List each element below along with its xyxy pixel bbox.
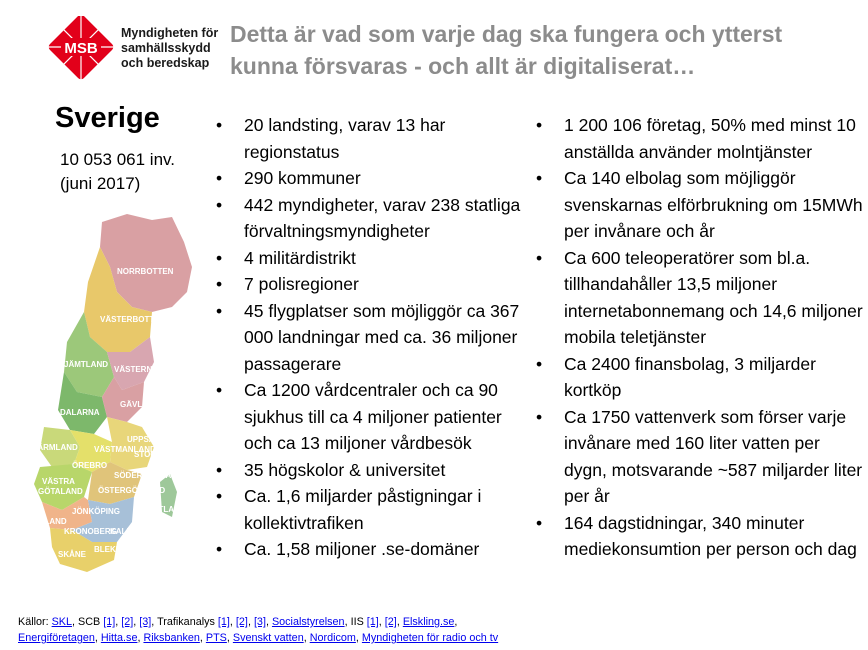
map-label: SKÅNE xyxy=(58,550,87,559)
map-label: BLEKINGE xyxy=(94,545,136,554)
source-link-hitta[interactable]: Hitta.se xyxy=(100,632,138,644)
country-name: Sverige xyxy=(55,102,160,134)
source-link-radio-tv[interactable]: Myndigheten för radio och tv xyxy=(361,632,499,644)
source-link-energiforetagen[interactable]: Energiföretagen xyxy=(18,632,95,644)
map-label: KRONOBERG xyxy=(64,527,117,536)
list-item: • 164 dagstidningar, 340 minuter mediekonsumtion per person och dag xyxy=(536,510,866,563)
list-item: • Ca. 1,6 miljarder påstigningar i kollektivtrafiken xyxy=(216,483,534,536)
source-link-iis-2[interactable]: [2] xyxy=(384,616,397,628)
list-item: • Ca. 1,58 miljoner .se-domäner xyxy=(216,536,534,563)
map-label: GÖTALAND xyxy=(38,487,83,496)
list-item: • 1 200 106 företag, 50% med minst 10 anställda använder molntjänster xyxy=(536,112,866,165)
list-item: • 7 polisregioner xyxy=(216,271,534,298)
list-item: • Ca 2400 finansbolag, 3 miljarder kortköp xyxy=(536,351,866,404)
msb-logo-name xyxy=(121,26,218,71)
map-label: GÄVLEBORG xyxy=(120,400,172,409)
source-link-trafikanalys-3[interactable]: [3] xyxy=(253,616,266,628)
source-link-trafikanalys-1[interactable]: [1] xyxy=(217,616,230,628)
map-label: NORRBOTTEN xyxy=(117,267,174,276)
population-count: 10 053 061 inv. xyxy=(60,150,175,169)
source-link-riksbanken[interactable]: Riksbanken xyxy=(143,632,200,644)
map-label: ÖREBRO xyxy=(72,461,108,470)
source-link-svenskt-vatten[interactable]: Svenskt vatten xyxy=(232,632,304,644)
list-item: • 290 kommuner xyxy=(216,165,534,192)
msb-logo xyxy=(46,16,219,80)
msb-logo-mark xyxy=(46,16,116,80)
list-item: • Ca 1200 vårdcentraler och ca 90 sjukhus till ca 4 miljoner patienter och ca 13 miljoner vårdbesök xyxy=(216,377,534,457)
sources-label: Källor: xyxy=(18,616,52,628)
source-link-scb-2[interactable]: [2] xyxy=(121,616,134,628)
map-label: VÄSTMANLAND xyxy=(94,445,156,454)
population-date: (juni 2017) xyxy=(60,174,141,193)
title-line-2: kunna försvaras - och allt är digitaliserat… xyxy=(230,53,696,79)
map-label: VÄSTERNORRLAND xyxy=(114,365,193,374)
source-link-nordicom[interactable]: Nordicom xyxy=(309,632,356,644)
list-item: • Ca 1750 vattenverk som förser varje invånare med 160 liter vatten per dygn, motsvarande ~587 miljarder liter per år xyxy=(536,404,866,510)
sweden-map xyxy=(22,212,212,592)
map-label: SÖDERMANLAND xyxy=(114,471,183,480)
map-label: VÄRMLAND xyxy=(32,443,78,452)
source-link-elskling[interactable]: Elskling.se xyxy=(402,616,455,628)
map-label: VÄSTERBOTTEN xyxy=(100,315,166,324)
title-line-1: Detta är vad som varje dag ska fungera och ytterst xyxy=(230,21,783,47)
source-trafikanalys: Trafikanalys xyxy=(157,616,218,628)
sources: Källor: SKL, SCB [1], [2], [3], Trafikanalys [1], [2], [3], Socialstyrelsen, IIS [1], [2], Elskling.se, Energiföretagen, Hitta.se, Riksbanken, PTS, Svenskt vatten, Nordicom, Myndigheten för radio och tv xyxy=(18,616,499,644)
list-item: • 45 flygplatser som möjliggör ca 367 000 landningar med ca. 36 miljoner passagerare xyxy=(216,298,534,378)
source-link-socialstyrelsen[interactable]: Socialstyrelsen xyxy=(271,616,345,628)
list-item: • 442 myndigheter, varav 238 statliga förvaltningsmyndigheter xyxy=(216,192,534,245)
map-label: UPPSALA xyxy=(127,435,166,444)
map-label: STOCKHOLM xyxy=(134,450,186,459)
source-link-iis-1[interactable]: [1] xyxy=(366,616,379,628)
population xyxy=(60,148,175,196)
source-link-scb-1[interactable]: [1] xyxy=(103,616,116,628)
logo-line: samhällsskydd xyxy=(121,41,211,55)
map-label: ÖSTERGÖTLAND xyxy=(98,486,166,495)
map-label: JÄMTLAND xyxy=(64,360,108,369)
source-iis: IIS xyxy=(350,616,367,628)
source-link-pts[interactable]: PTS xyxy=(205,632,227,644)
source-scb: SCB xyxy=(78,616,104,628)
map-label: JÖNKÖPING xyxy=(72,507,121,516)
map-label: GOTLAND xyxy=(146,505,186,514)
map-label: DALARNA xyxy=(60,408,100,417)
source-link-skl[interactable]: SKL xyxy=(51,616,73,628)
logo-line: och beredskap xyxy=(121,56,210,70)
source-link-trafikanalys-2[interactable]: [2] xyxy=(235,616,248,628)
facts-list-private xyxy=(536,112,866,563)
map-label: VÄSTRA xyxy=(42,477,75,486)
source-link-scb-3[interactable]: [3] xyxy=(139,616,152,628)
map-label: HALLAND xyxy=(28,517,67,526)
logo-line: Myndigheten för xyxy=(121,26,219,40)
list-item: • Ca 140 elbolag som möjliggör svenskarnas elförbrukning om 15MWh per invånare och år xyxy=(536,165,866,245)
list-item: • 20 landsting, varav 13 har regionstatus xyxy=(216,112,534,165)
msb-logo-text: MSB xyxy=(64,40,98,57)
slide-title xyxy=(230,18,860,82)
list-item: • Ca 600 teleoperatörer som bl.a. tillhandahåller 13,5 miljoner internetabonnemang och 14,6 miljoner mobila teletjänster xyxy=(536,245,866,351)
list-item: • 4 militärdistrikt xyxy=(216,245,534,272)
facts-list-public xyxy=(216,112,534,563)
map-label: KALMAR xyxy=(110,527,145,536)
list-item: • 35 högskolor & universitet xyxy=(216,457,534,484)
